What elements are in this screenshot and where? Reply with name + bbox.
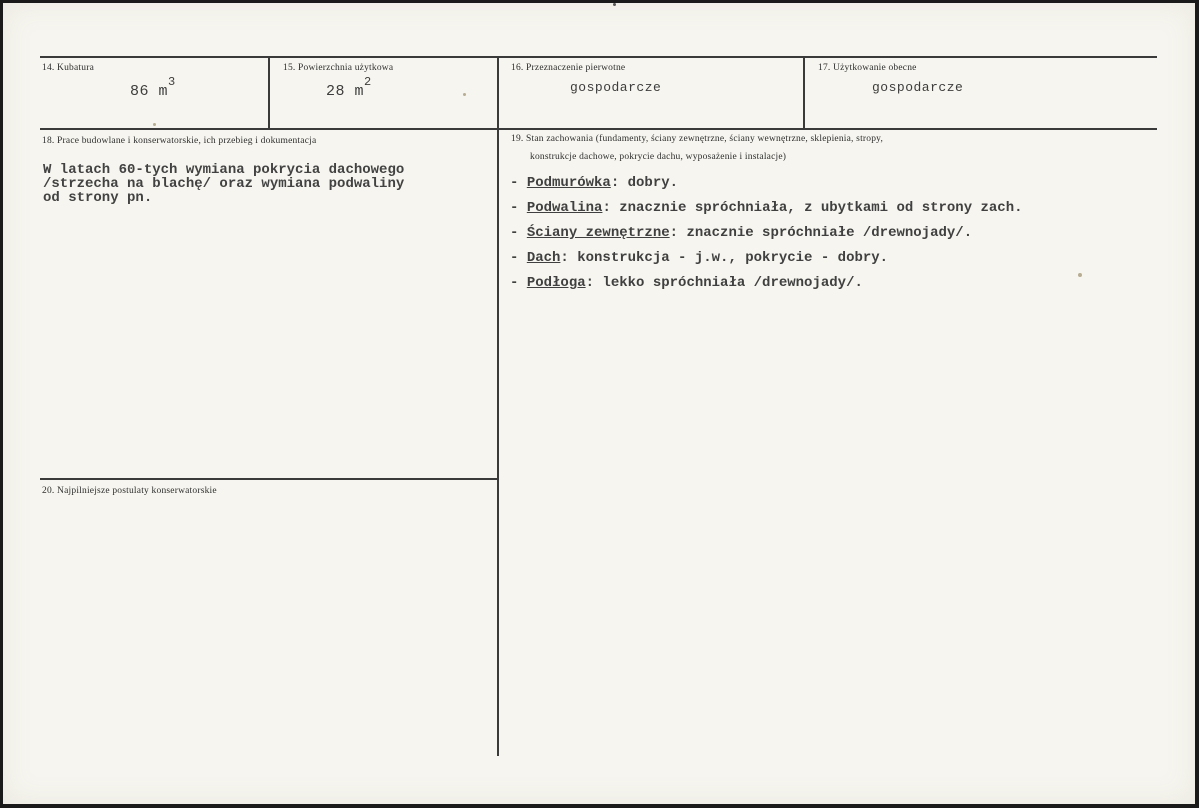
powierzchnia-number: 28 m xyxy=(326,83,365,100)
stan-item: - Dach: konstrukcja - j.w., pokrycie - dobry. xyxy=(510,250,889,266)
stan-desc: : konstrukcja - j.w., pokrycie - dobry. xyxy=(560,250,889,266)
stan-label-line1: 19. Stan zachowania (fundamenty, ściany zewnętrzne, ściany wewnętrzne, sklepienia, stropy, xyxy=(511,134,884,144)
stan-desc: : lekko spróchniała /drewnojady/. xyxy=(585,275,863,291)
paper-speck xyxy=(463,93,466,96)
paper-speck xyxy=(613,3,616,6)
postulaty-label: 20. Najpilniejsze postulaty konserwatorskie xyxy=(42,486,217,496)
stan-desc: : dobry. xyxy=(610,175,679,191)
stan-item: - Podwalina: znacznie spróchniała, z ubytkami od strony zach. xyxy=(510,200,1023,216)
column-divider-3 xyxy=(803,56,805,129)
stan-term: Ściany zewnętrzne xyxy=(526,225,670,241)
stan-desc: : znacznie spróchniała, z ubytkami od strony zach. xyxy=(602,200,1023,216)
header-row-rule xyxy=(40,128,1157,130)
prace-line: od strony pn. xyxy=(43,190,153,206)
prace-line: /strzecha na blachę/ oraz wymiana podwaliny xyxy=(43,176,405,192)
stan-desc: : znacznie spróchniałe /drewnojady/. xyxy=(669,225,973,241)
stan-term: Podmurówka xyxy=(526,175,611,191)
stan-item: - Podmurówka: dobry. xyxy=(510,175,679,191)
prace-label: 18. Prace budowlane i konserwatorskie, ich przebieg i dokumentacja xyxy=(42,136,317,146)
column-divider-main xyxy=(497,56,499,756)
prace-text xyxy=(43,163,404,205)
stan-term: Podwalina xyxy=(526,200,603,216)
top-rule xyxy=(40,56,1157,58)
stan-item: - Ściany zewnętrzne: znacznie spróchniałe /drewnojady/. xyxy=(510,225,973,241)
przeznaczenie-value: gospodarcze xyxy=(570,80,662,95)
paper-speck xyxy=(153,123,156,126)
column-divider-1 xyxy=(268,56,270,129)
uzytkowanie-label: 17. Użytkowanie obecne xyxy=(818,63,917,73)
stan-item: - Podłoga: lekko spróchniała /drewnojady/. xyxy=(510,275,863,291)
prace-line: W latach 60-tych wymiana pokrycia dachowego xyxy=(43,162,405,178)
stan-term: Podłoga xyxy=(526,275,586,291)
kubatura-value xyxy=(130,75,176,100)
kubatura-exponent: 3 xyxy=(168,75,176,89)
przeznaczenie-label: 16. Przeznaczenie pierwotne xyxy=(511,63,626,73)
stan-list xyxy=(510,171,1023,296)
powierzchnia-exponent: 2 xyxy=(364,75,372,89)
kubatura-number: 86 m xyxy=(130,83,169,100)
powierzchnia-label: 15. Powierzchnia użytkowa xyxy=(283,63,394,73)
kubatura-label: 14. Kubatura xyxy=(42,63,94,73)
powierzchnia-value xyxy=(326,75,372,100)
paper-speck xyxy=(1078,273,1082,277)
record-card xyxy=(3,3,1195,804)
section-18-20-divider xyxy=(40,478,498,480)
stan-term: Dach xyxy=(526,250,561,266)
uzytkowanie-value: gospodarcze xyxy=(872,80,964,95)
stan-label-line2: konstrukcje dachowe, pokrycie dachu, wyposażenie i instalacje) xyxy=(530,152,787,162)
